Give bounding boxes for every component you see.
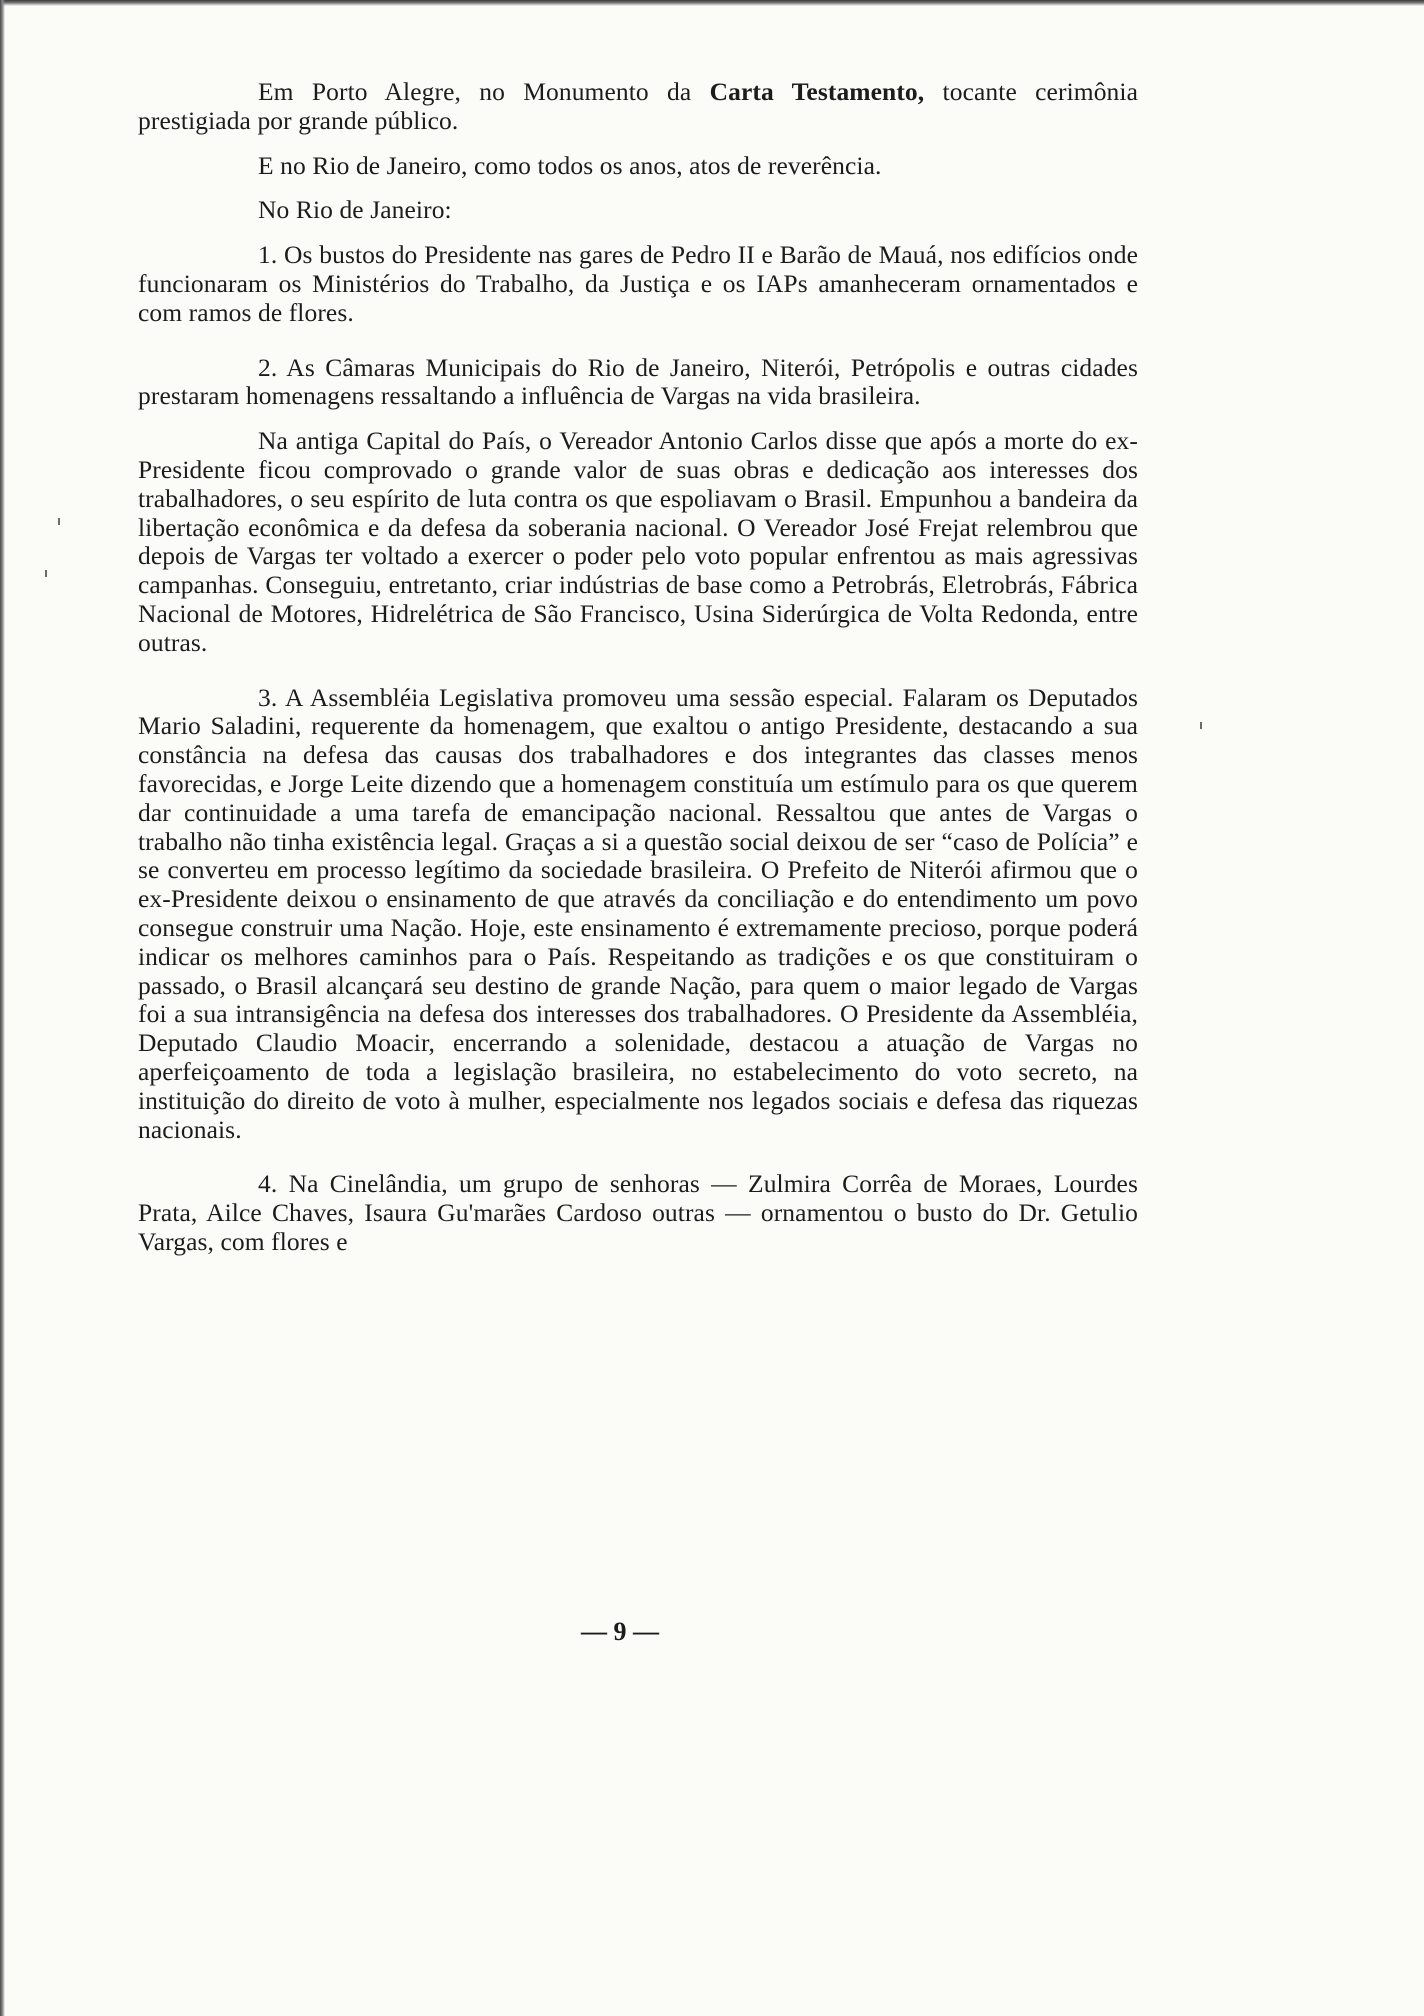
scan-speck [45,570,47,577]
page-number: — 9 — [581,1617,659,1646]
paragraph-item-2 [138,354,1138,412]
text-run: 3. A Assembléia Legislativa promoveu uma sessão especial. Falaram os Deputados Mario Saladini, requerente da homenagem, que exaltou o antigo Presidente, destacando a sua constância na defesa das causas dos trabalhadores e dos integrantes das classes menos favorecidas, e Jorge Leite dizendo que a homenagem constituía um estímulo para os que querem dar continuidade a uma tarefa de emancipação nacional. Ressaltou que antes de Vargas o trabalho não tinha existência legal. Graças a si a questão social deixou de ser “caso de Polícia” e se converteu em processo legítimo da sociedade brasileira. O Prefeito de Niterói afirmou que o ex-Presidente deixou o ensinamento de que através da conciliação e do entendimento um povo consegue construir uma Nação. Hoje, este ensinamento é extremamente precioso, porque poderá indicar os melhores caminhos para o País. Respeitando as tradições e os que constituiram o passado, o Brasil alcançará seu destino de grande Nação, para quem o maior legado de Vargas foi a sua intransigência na defesa dos interesses dos trabalhadores. O Presidente da Assembléia, Deputado Claudio Moacir, encerrando a solenidade, destacou a atuação de Vargas no aperfeiçoamento de toda a legislação brasileira, no estabelecimento do voto secreto, na instituição do direito de voto à mulher, especialmente nos legados sociais e defesa das riquezas nacionais. [138,682,1138,1144]
paragraph-rio-reverence [138,152,1138,181]
paragraph-capital-vereadores [138,427,1138,657]
paragraph-item-4 [138,1170,1138,1256]
paragraph-rio-heading [138,196,1138,225]
text-run: Na antiga Capital do País, o Vereador Antonio Carlos disse que após a morte do ex-Presidente ficou comprovado o grande valor de suas obras e dedicação aos interesses dos trabalhadores, o seu espírito de luta contra os que espoliavam o Brasil. Empunhou a bandeira da libertação econômica e da defesa da soberania nacional. O Vereador José Frejat relembrou que depois de Vargas ter voltado a exercer o poder pelo voto popular enfrentou as mais agressivas campanhas. Conseguiu, entretanto, criar indústrias de base como a Petrobrás, Eletrobrás, Fábrica Nacional de Motores, Hidrelétrica de São Francisco, Usina Siderúrgica de Volta Redonda, entre outras. [138,426,1138,657]
text-run-bold: Carta Testamento, [709,77,925,106]
text-run: 2. As Câmaras Municipais do Rio de Janeiro, Niterói, Petrópolis e outras cidades prestaram homenagens ressaltando a influência de Vargas na vida brasileira. [138,352,1138,411]
text-run: tocante cerimônia prestigiada por grande público. [138,77,1138,135]
scan-speck [58,518,60,525]
text-run: 4. Na Cinelândia, um grupo de senhoras — Zulmira Corrêa de Moraes, Lourdes Prata, Ailce Chaves, Isaura Gu'marães Cardoso outras — ornamentou o busto do Dr. Getulio Vargas, com flores e [138,1169,1138,1256]
scan-left-edge [0,0,5,2016]
text-run: Em Porto Alegre, no Monumento da [258,77,710,106]
paragraph-porto-alegre [138,78,1138,136]
text-run: E no Rio de Janeiro, como todos os anos, atos de reverência. [258,150,882,180]
scan-speck [1200,722,1202,729]
text-run: 1. Os bustos do Presidente nas gares de Pedro II e Barão de Mauá, nos edifícios onde funcionaram os Ministérios do Trabalho, da Justiça e os IAPs amanheceram ornamentados e com ramos de flores. [138,240,1138,327]
paragraph-item-3 [138,684,1138,1145]
page-body [138,78,1138,1270]
text-run: No Rio de Janeiro: [258,195,452,225]
paragraph-item-1 [138,241,1138,327]
scan-top-edge [0,0,1424,6]
